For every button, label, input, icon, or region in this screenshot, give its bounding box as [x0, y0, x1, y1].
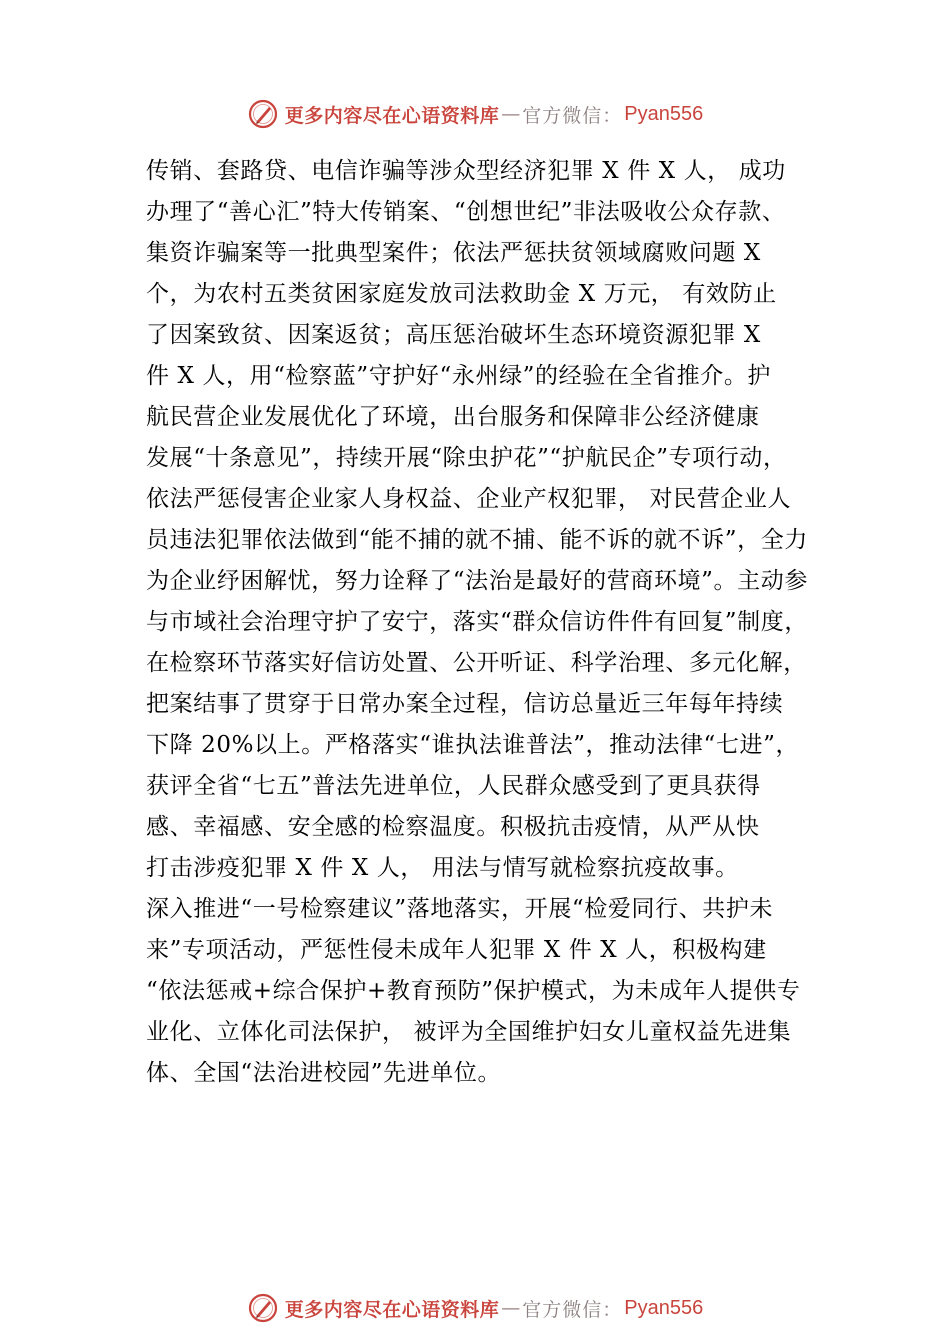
watermark-wechat-label: 官方微信： — [522, 104, 623, 127]
text-line: 把案结事了贯穿于日常办案全过程，信访总量近三年每年持续 — [146, 691, 784, 717]
text-line: 深入推进“一号检察建议”落地落实，开展“检爱同行、共护未 — [146, 896, 774, 922]
text-line: 获评全省“七五”普法先进单位，人民群众感受到了更具获得 — [146, 773, 761, 799]
pen-seal-logo-icon — [247, 98, 279, 130]
text-line: 感、幸福感、安全感的检察温度。积极抗击疫情，从严从快 — [146, 814, 760, 840]
watermark-wechat-id: Pyan556 — [624, 1296, 704, 1319]
text-line: 业化、立体化司法保护， 被评为全国维护妇女儿童权益先进集 — [146, 1019, 792, 1045]
body-paragraph — [146, 151, 810, 1094]
text-line: 员违法犯罪依法做到“能不捕的就不捕、能不诉的就不诉”，全力 — [146, 527, 808, 553]
watermark-site-name: 更多内容尽在心语资料库 — [284, 1298, 500, 1321]
text-line: 个，为农村五类贫困家庭发放司法救助金 X 万元， 有效防止 — [146, 281, 777, 307]
watermark-wechat-label: 官方微信： — [522, 1298, 623, 1321]
text-line: 传销、套路贷、电信诈骗等涉众型经济犯罪 X 件 X 人， 成功 — [146, 158, 786, 184]
watermark-wechat-id: Pyan556 — [624, 102, 704, 125]
text-line: 依法严惩侵害企业家人身权益、企业产权犯罪， 对民营企业人 — [146, 486, 792, 512]
watermark-dash: — — [501, 103, 521, 125]
text-line: “依法惩戒+综合保护+教育预防”保护模式，为未成年人提供专 — [146, 978, 801, 1004]
text-line: 发展“十条意见”，持续开展“除虫护花”“护航民企”专项行动， — [146, 445, 787, 471]
text-line: 了因案致贫、因案返贫；高压惩治破坏生态环境资源犯罪 X — [146, 322, 761, 348]
watermark-dash: — — [501, 1297, 521, 1319]
text-line: 下降 20%以上。严格落实“谁执法谁普法”，推动法律“七进”， — [146, 732, 800, 758]
text-line: 为企业纾困解忧，努力诠释了“法治是最好的营商环境”。主动参 — [146, 568, 808, 594]
text-line: 在检察环节落实好信访处置、公开听证、科学治理、多元化解， — [146, 650, 807, 676]
pen-seal-logo-icon — [247, 1292, 279, 1324]
text-line: 集资诈骗案等一批典型案件；依法严惩扶贫领域腐败问题 X — [146, 240, 761, 266]
footer-watermark — [0, 1288, 950, 1328]
text-line: 航民营企业发展优化了环境，出台服务和保障非公经济健康 — [146, 404, 760, 430]
watermark-site-name: 更多内容尽在心语资料库 — [284, 104, 500, 127]
text-line: 办理了“善心汇”特大传销案、“创想世纪”非法吸收公众存款、 — [146, 199, 786, 225]
text-line: 件 X 人，用“检察蓝”守护好“永州绿”的经验在全省推介。护 — [146, 363, 772, 389]
header-watermark — [0, 94, 950, 134]
text-line: 打击涉疫犯罪 X 件 X 人， 用法与情写就检察抗疫故事。 — [146, 855, 739, 881]
text-line: 来”专项活动，严惩性侵未成年人犯罪 X 件 X 人，积极构建 — [146, 937, 767, 963]
text-line: 与市域社会治理守护了安宁，落实“群众信访件件有回复”制度， — [146, 609, 808, 635]
text-line: 体、全国“法治进校园”先进单位。 — [146, 1060, 502, 1086]
